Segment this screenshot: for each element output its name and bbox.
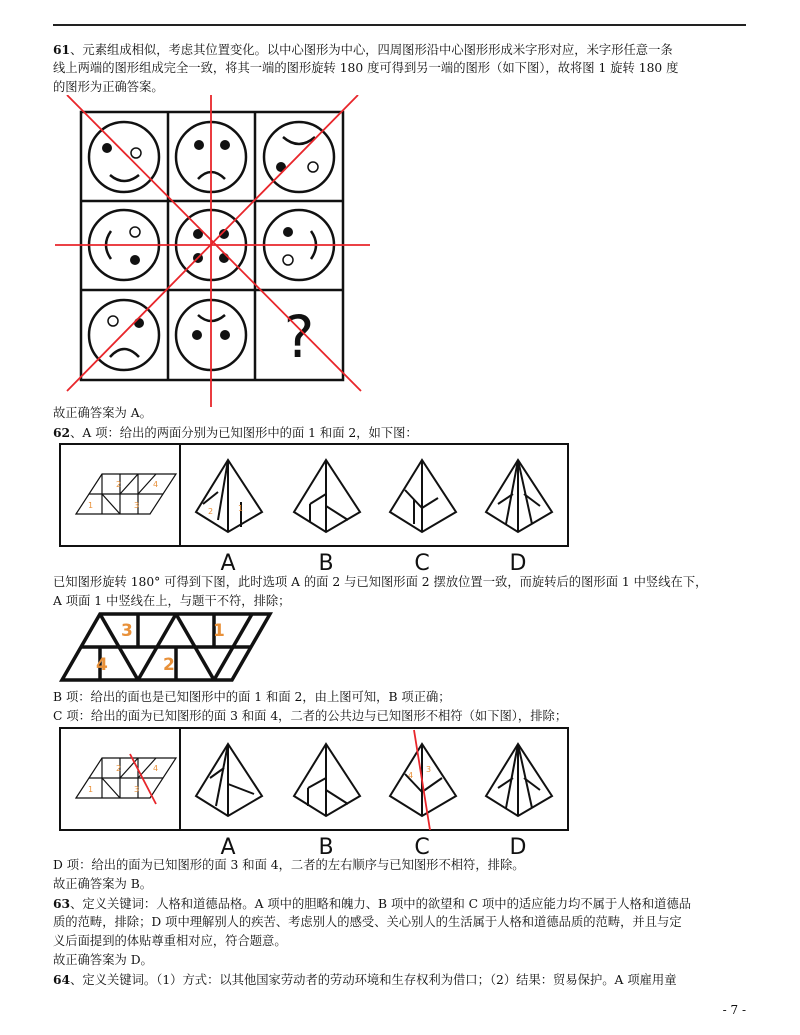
q63-line3: 义后面提到的体贴尊重相对应，符合题意。 [53, 934, 287, 948]
svg-text:A: A [220, 835, 236, 858]
svg-text:1: 1 [238, 504, 244, 513]
q62-textB: B 项：给出的面也是已知图形中的面 1 和面 2，由上图可知，B 项正确； [53, 690, 451, 704]
svg-text:3: 3 [426, 765, 432, 774]
svg-text:4: 4 [153, 764, 159, 773]
svg-text:2: 2 [163, 655, 175, 675]
face-grid-figure [55, 95, 370, 407]
svg-text:B: B [318, 835, 334, 858]
pyramid-D [486, 460, 552, 532]
question-mark: ? [283, 303, 315, 371]
svg-text:2: 2 [116, 480, 122, 489]
svg-text:4: 4 [408, 771, 414, 780]
svg-text:1: 1 [88, 785, 94, 794]
svg-text:C: C [414, 835, 430, 858]
cube-figure-1 [58, 442, 578, 574]
option-label-D: D [509, 551, 527, 574]
pyramid-B [294, 460, 360, 532]
pyramid-C [390, 460, 456, 532]
q63-answer: 故正确答案为 D。 [53, 953, 153, 967]
rotated-net-figure [58, 610, 273, 685]
option-label-B: B [318, 551, 334, 574]
page-number: - 7 - [722, 1003, 746, 1017]
svg-text:3: 3 [134, 785, 140, 794]
svg-text:4: 4 [153, 480, 159, 489]
q64-line1: 64、定义关键词。（1）方式：以其他国家劳动者的劳动环境和生存权利为借口；（2）结果：贸易保护。A 项雇用童 [53, 972, 677, 987]
q62-textA1: 已知图形旋转 180° 可得到下图，此时选项 A 的面 2 与已知图形面 2 摆放位置一致，而旋转后的图形面 1 中竖线在下， [53, 575, 708, 589]
option-label-A: A [220, 551, 236, 574]
red-star-lines [55, 95, 370, 407]
q62-textC: C 项：给出的面为已知图形的面 3 和面 4，二者的公共边与已知图形不相符（如下图），排除； [53, 709, 568, 723]
svg-text:D: D [509, 835, 527, 858]
svg-text:2: 2 [208, 507, 214, 516]
svg-text:4: 4 [96, 655, 108, 675]
face-cell-1 [89, 122, 159, 192]
svg-text:3: 3 [121, 621, 133, 641]
q62-textD: D 项：给出的面为已知图形的面 3 和面 4，二者的左右顺序与已知图形不相符，排除。 [53, 858, 525, 872]
face-cell-3 [264, 122, 334, 192]
q61-line2: 线上两端的图形组成完全一致，将其一端的图形旋转 180 度可得到另一端的图形（如下图），故将图 1 旋转 180 度 [53, 61, 679, 75]
svg-text:3: 3 [134, 501, 140, 510]
q63-line2: 质的范畴，排除；D 项中理解别人的疾苦、考虑别人的感受、关心别人的生活属于人格和道德品质的范畴，并且与定 [53, 915, 682, 929]
q61-line1: 61、元素组成相似，考虑其位置变化。以中心图形为中心，四周图形沿中心图形形成米字形对应，米字形任意一条 [53, 42, 673, 57]
q61-answer: 故正确答案为 A。 [53, 406, 152, 420]
q62-textA2: A 项面 1 中竖线在上，与题干不符，排除； [53, 594, 291, 608]
face-cell-7 [89, 300, 159, 370]
pyramid-A [196, 460, 262, 532]
option-label-C: C [414, 551, 430, 574]
q61-line3: 的图形为正确答案。 [53, 80, 164, 94]
header-rule [53, 24, 746, 26]
q62-answer: 故正确答案为 B。 [53, 877, 153, 891]
svg-text:2: 2 [116, 764, 122, 773]
q62-intro: 62、A 项：给出的两面分别为已知图形中的面 1 和面 2，如下图： [53, 425, 418, 440]
q63-line1: 63、定义关键词：人格和道德品格。A 项中的胆略和魄力、B 项中的欲望和 C 项中的适应能力均不属于人格和道德品 [53, 896, 692, 911]
cube-figure-2 [58, 726, 578, 858]
svg-text:1: 1 [88, 501, 94, 510]
svg-text:1: 1 [213, 621, 225, 641]
